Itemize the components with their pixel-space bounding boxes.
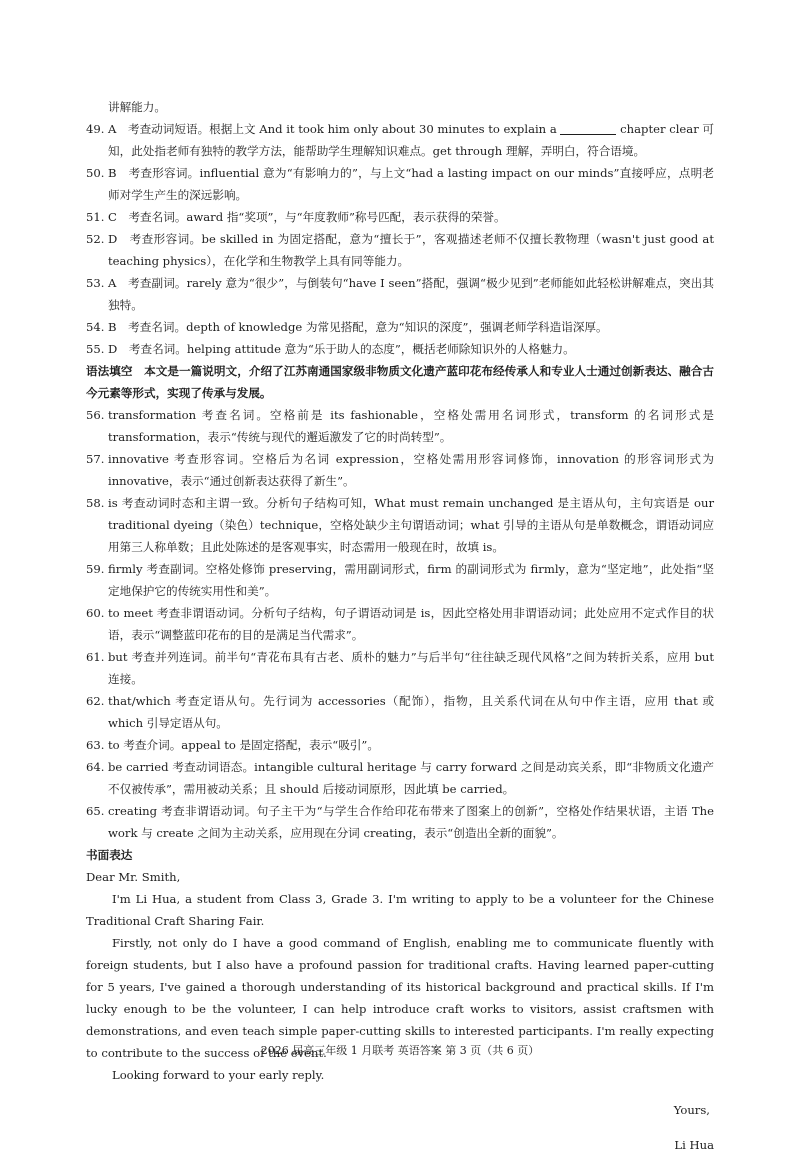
- item-text: that/which 考查定语从句。先行词为 accessories（配饰），指物，且关系代词在从句中作主语，应用 that 或 which 引导定语从句。: [108, 694, 714, 730]
- answer-item: [86, 316, 714, 338]
- blank-line: [560, 121, 616, 135]
- item-number: 58.: [86, 496, 105, 510]
- item-text: D 考查名词。helping attitude 意为“乐于助人的态度”，概括老师除知识外的人格魅力。: [108, 342, 575, 356]
- letter-signature: Li Hua: [674, 1138, 714, 1153]
- item-number: 64.: [86, 760, 105, 774]
- answer-item: [86, 734, 714, 756]
- item-number: 57.: [86, 452, 105, 466]
- answer-content: [86, 96, 714, 1169]
- answer-item: [86, 646, 714, 690]
- answer-item: [86, 756, 714, 800]
- item-number: 61.: [86, 650, 105, 664]
- item-text: be carried 考查动词语态。intangible cultural heritage 与 carry forward 之间是动宾关系，即“非物质文化遗产不仅被传承”，需用被动关系；且 should 后接动词原形，因此填 be carried。: [108, 760, 714, 796]
- letter-paragraph: Firstly, not only do I have a good command of English, enabling me to communicate fluently with foreign students, but I also have a profound passion for traditional crafts. Having learned paper-cutting for 5 years, I've gained a thorough understanding of its historical background and practical skills. If I'm lucky enough to be the volunteer, I can help introduce craft works to visitors, assist craftsmen with demonstrations, and even teach simple paper-cutting skills to interested participants. I'm really expecting to contribute to the success of the event.: [86, 936, 714, 1060]
- answer-item: [86, 602, 714, 646]
- answer-item: [86, 404, 714, 448]
- answer-item: [86, 272, 714, 316]
- item-number: 60.: [86, 606, 105, 620]
- answer-item: [86, 206, 714, 228]
- item-text: A 考查副词。rarely 意为“很少”，与倒装句“have I seen”搭配，强调“极少见到”老师能如此轻松讲解难点，突出其独特。: [108, 276, 714, 312]
- item-number: 59.: [86, 562, 105, 576]
- letter-paragraph: Looking forward to your early reply.: [112, 1068, 325, 1082]
- item-text: B 考查形容词。influential 意为“有影响力的”，与上文“had a lasting impact on our minds”直接呼应，点明老师对学生产生的深远影响。: [108, 166, 714, 202]
- item-number: 65.: [86, 804, 105, 818]
- item-text: but 考查并列连词。前半句“青花布具有古老、质朴的魅力”与后半句“往往缺乏现代风格”之间为转折关系，应用 but 连接。: [108, 650, 714, 686]
- grammar-items: [86, 404, 714, 844]
- answer-item: [86, 558, 714, 602]
- item-number: 50.: [86, 166, 105, 180]
- writing-heading: 书面表达: [86, 848, 133, 862]
- cloze-items: [86, 162, 714, 360]
- item-text: is 考查动词时态和主谓一致。分析句子结构可知，What must remain unchanged 是主语从句，主句宾语是 our traditional dyeing（染色）technique，空格处缺少主句谓语动词；what 引导的主语从句是单数概念，谓语动词应用第三人称单数；且此处陈述的是客观事实，时态需用一般现在时，故填 is。: [108, 496, 714, 554]
- item-text: firmly 考查副词。空格处修饰 preserving，需用副词形式，firm 的副词形式为 firmly，意为“坚定地”，此处指“坚定地保护它的传统实用性和美”。: [108, 562, 714, 598]
- item-number: 54.: [86, 320, 105, 334]
- answer-item-49: [86, 118, 714, 162]
- grammar-section-intro: 语法填空 本文是一篇说明文，介绍了江苏南通国家级非物质文化遗产蓝印花布经传承人和专业人士通过创新表达、融合古今元素等形式，实现了传承与发展。: [86, 364, 714, 400]
- letter-closing: Yours,: [673, 1102, 710, 1117]
- item-text: C 考查名词。award 指“奖项”，与“年度教师”称号匹配，表示获得的荣誉。: [108, 210, 506, 224]
- item-text: to 考查介词。appeal to 是固定搭配，表示“吸引”。: [108, 738, 379, 752]
- answer-item: [86, 690, 714, 734]
- item-text: transformation 考查名词。空格前是 its fashionable，空格处需用名词形式，transform 的名词形式是 transformation，表示“传统与现代的邂逅激发了它的时尚转型”。: [108, 408, 714, 444]
- answer-item: [86, 162, 714, 206]
- carryover-line: 讲解能力。: [108, 100, 166, 114]
- item-number: 52.: [86, 232, 105, 246]
- item-number: 55.: [86, 342, 105, 356]
- answer-item: [86, 800, 714, 844]
- item-text: D 考查形容词。be skilled in 为固定搭配，意为“擅长于”，客观描述老师不仅擅长教物理（wasn't just good at teaching physics），在化学和生物教学上具有同等能力。: [108, 232, 714, 268]
- item-text: B 考查名词。depth of knowledge 为常见搭配，意为“知识的深度”，强调老师学科造诣深厚。: [108, 320, 608, 334]
- item-number: 63.: [86, 738, 105, 752]
- item-number: 49.: [86, 122, 105, 136]
- item-text: to meet 考查非谓语动词。分析句子结构，句子谓语动词是 is，因此空格处用非谓语动词；此处应用不定式作目的状语，表示“调整蓝印花布的目的是满足当代需求”。: [108, 606, 714, 642]
- item-number: 51.: [86, 210, 105, 224]
- answer-item: [86, 228, 714, 272]
- item-number: 53.: [86, 276, 105, 290]
- item-text-part2: chapter clear 可知，此处指老师有独特的教学方法，能帮助学生理解知识难点。get through 理解，弄明白，符合语境。: [108, 122, 715, 158]
- answer-item: [86, 448, 714, 492]
- page-footer: 2026 届高三年级 1 月联考 英语答案 第 3 页（共 6 页）: [260, 1044, 540, 1057]
- answer-item: [86, 492, 714, 558]
- item-text-part1: A 考查动词短语。根据上文 And it took him only about 30 minutes to explain a: [108, 122, 557, 136]
- item-number: 56.: [86, 408, 105, 422]
- item-text: creating 考查非谓语动词。句子主干为“与学生合作给印花布带来了图案上的创新”，空格处作结果状语，主语 The work 与 create 之间为主动关系，应用现在分词 creating，表示“创造出全新的面貌”。: [108, 804, 714, 840]
- answer-item: [86, 338, 714, 360]
- item-text: innovative 考查形容词。空格后为名词 expression，空格处需用形容词修饰，innovation 的形容词形式为 innovative，表示“通过创新表达获得了新生”。: [108, 452, 714, 488]
- item-number: 62.: [86, 694, 105, 708]
- letter-greeting: Dear Mr. Smith,: [86, 870, 181, 884]
- letter-paragraph: I'm Li Hua, a student from Class 3, Grade 3. I'm writing to apply to be a volunteer for the Chinese Traditional Craft Sharing Fair.: [86, 892, 714, 928]
